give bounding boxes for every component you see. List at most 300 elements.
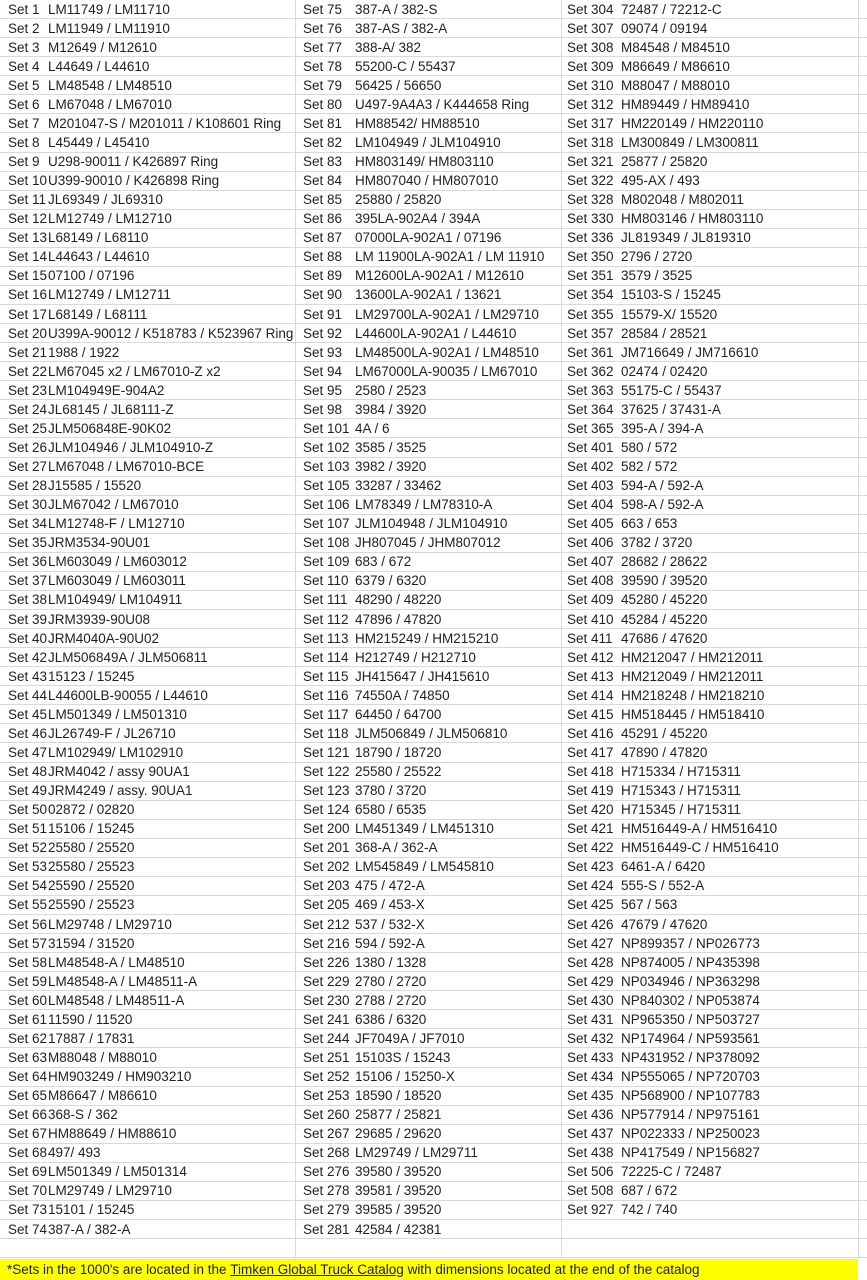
set-cell[interactable] [0,267,296,285]
set-cell[interactable] [0,686,296,704]
set-cell[interactable] [0,57,296,75]
set-cell[interactable] [562,0,867,18]
set-cell[interactable] [296,1106,562,1124]
set-label: Set 8 [8,134,40,150]
set-cell[interactable] [0,191,296,209]
set-cell[interactable] [296,667,562,685]
set-cell[interactable] [0,743,296,761]
set-part-numbers: LM48548 / LM48510 [48,77,172,93]
set-label: Set 417 [567,744,614,760]
set-cell[interactable] [562,515,867,533]
set-cell[interactable] [562,438,867,456]
set-cell[interactable] [296,629,562,647]
set-cell[interactable] [0,782,296,800]
set-cell[interactable] [0,553,296,571]
set-cell[interactable] [562,705,867,723]
set-cell[interactable] [0,839,296,857]
set-cell[interactable] [562,934,867,952]
set-cell[interactable] [296,324,562,342]
set-cell[interactable] [296,477,562,495]
set-cell[interactable] [0,172,296,190]
set-cell[interactable] [0,610,296,628]
set-cell[interactable] [0,324,296,342]
sheet-row [0,324,867,343]
set-cell[interactable] [562,820,867,838]
set-cell[interactable] [0,1029,296,1047]
set-cell[interactable] [296,19,562,37]
set-label: Set 404 [567,497,614,513]
set-cell[interactable] [562,1106,867,1124]
set-label: Set 36 [8,554,48,570]
set-part-numbers: 387-A / 382-A [48,1221,131,1237]
set-cell[interactable] [562,591,867,609]
set-label: Set 15 [8,268,48,284]
set-cell[interactable] [562,343,867,361]
set-part-numbers: M88047 / M88010 [621,77,730,93]
set-cell[interactable] [296,534,562,552]
set-part-numbers: 395LA-902A4 / 394A [355,211,481,227]
set-part-numbers: 6379 / 6320 [355,573,427,589]
set-cell[interactable] [296,610,562,628]
set-cell[interactable] [0,95,296,113]
set-label: Set 330 [567,211,614,227]
set-cell[interactable] [296,57,562,75]
set-cell[interactable] [562,362,867,380]
set-cell[interactable] [296,991,562,1009]
set-cell[interactable] [296,1125,562,1143]
set-cell[interactable] [296,877,562,895]
set-part-numbers: JLM506849A / JLM506811 [48,649,208,665]
set-cell[interactable] [296,1087,562,1105]
set-cell[interactable] [0,858,296,876]
set-label: Set 59 [8,973,48,989]
set-cell[interactable] [562,1239,867,1257]
set-cell[interactable] [562,229,867,247]
note-suffix: with dimensions located at the end of the catalog [403,1262,700,1277]
set-cell[interactable] [562,1220,867,1238]
set-cell[interactable] [296,133,562,151]
set-cell[interactable] [0,458,296,476]
set-cell[interactable] [296,38,562,56]
set-cell[interactable] [562,76,867,94]
sheet-row [0,877,867,896]
set-cell[interactable] [562,610,867,628]
set-cell[interactable] [296,1201,562,1219]
set-cell[interactable] [562,763,867,781]
set-cell[interactable] [562,667,867,685]
set-cell[interactable] [296,496,562,514]
set-label: Set 49 [8,783,48,799]
set-cell[interactable] [562,153,867,171]
set-cell[interactable] [0,915,296,933]
set-cell[interactable] [0,820,296,838]
set-part-numbers: LM12749 / LM12710 [48,211,172,227]
set-label: Set 37 [8,573,48,589]
set-cell[interactable] [0,972,296,990]
set-label: Set 405 [567,516,614,532]
set-cell[interactable] [0,229,296,247]
set-cell[interactable] [296,381,562,399]
set-cell[interactable] [0,19,296,37]
set-part-numbers: 15106 / 15250-X [355,1069,455,1085]
set-cell[interactable] [296,76,562,94]
set-part-numbers: 687 / 672 [621,1183,678,1199]
set-cell[interactable] [296,305,562,323]
set-cell[interactable] [296,953,562,971]
set-cell[interactable] [0,1068,296,1086]
set-part-numbers: M86647 / M86610 [48,1088,157,1104]
set-cell[interactable] [0,667,296,685]
set-part-numbers: M86649 / M86610 [621,58,730,74]
set-part-numbers: H715334 / H715311 [621,764,741,780]
set-cell[interactable] [0,801,296,819]
set-cell[interactable] [562,133,867,151]
set-cell[interactable] [0,1220,296,1238]
set-part-numbers: JRM4249 / assy. 90UA1 [48,783,193,799]
set-cell[interactable] [0,1048,296,1066]
set-cell[interactable] [296,1144,562,1162]
set-cell[interactable] [296,724,562,742]
set-cell[interactable] [562,896,867,914]
set-part-numbers: JLM104948 / JLM104910 [355,516,508,532]
set-cell[interactable] [296,1163,562,1181]
set-cell[interactable] [0,419,296,437]
set-part-numbers: 555-S / 552-A [621,878,705,894]
set-cell[interactable] [296,782,562,800]
set-cell[interactable] [296,648,562,666]
set-cell[interactable] [0,1239,296,1257]
set-cell[interactable] [562,419,867,437]
set-cell[interactable] [562,572,867,590]
set-part-numbers: 2780 / 2720 [355,973,427,989]
set-cell[interactable] [562,496,867,514]
set-cell[interactable] [296,362,562,380]
sheet-row [0,1201,867,1220]
set-cell[interactable] [296,553,562,571]
set-cell[interactable] [0,934,296,952]
set-cell[interactable] [296,763,562,781]
set-cell[interactable] [296,248,562,266]
set-cell[interactable] [562,686,867,704]
set-label: Set 11 [8,192,47,208]
set-cell[interactable] [562,248,867,266]
set-cell[interactable] [296,743,562,761]
set-cell[interactable] [0,1144,296,1162]
set-part-numbers: 598-A / 592-A [621,497,704,513]
set-label: Set 25 [8,420,48,436]
set-cell[interactable] [296,191,562,209]
set-cell[interactable] [562,991,867,1009]
set-cell[interactable] [562,400,867,418]
set-cell[interactable] [562,305,867,323]
set-label: Set 56 [8,916,48,932]
set-cell[interactable] [0,953,296,971]
set-label: Set 408 [567,573,614,589]
sheet-row [0,133,867,152]
set-label: Set 122 [303,764,350,780]
set-cell[interactable] [562,648,867,666]
set-label: Set 90 [303,287,343,303]
set-cell[interactable] [562,1144,867,1162]
highlighted-note-cell[interactable] [0,1259,858,1280]
set-part-numbers: U399A-90012 / K518783 / K523967 Ring [48,325,294,341]
set-label: Set 93 [303,344,343,360]
set-cell[interactable] [296,458,562,476]
set-part-numbers: 47679 / 47620 [621,916,708,932]
set-cell[interactable] [0,0,296,18]
set-cell[interactable] [0,724,296,742]
timken-catalog-link[interactable]: Timken Global Truck Catalog [230,1262,404,1277]
set-cell[interactable] [0,896,296,914]
set-label: Set 430 [567,992,614,1008]
set-cell[interactable] [562,324,867,342]
set-label: Set 414 [567,687,614,703]
set-label: Set 53 [8,859,48,875]
set-label: Set 28 [8,478,48,494]
set-label: Set 88 [303,249,343,265]
set-part-numbers: HM518445 / HM518410 [621,706,765,722]
set-cell[interactable] [0,286,296,304]
set-cell[interactable] [562,1182,867,1200]
sheet-row [0,953,867,972]
sheet-row [0,400,867,419]
set-cell[interactable] [296,572,562,590]
set-part-numbers: JL26749-F / JL26710 [48,725,176,741]
set-cell[interactable] [296,801,562,819]
set-cell[interactable] [296,591,562,609]
set-part-numbers: LM104949/ LM104911 [48,592,183,608]
set-cell[interactable] [562,629,867,647]
set-cell[interactable] [296,267,562,285]
set-cell[interactable] [296,1220,562,1238]
sheet-row [0,896,867,915]
set-cell[interactable] [0,400,296,418]
set-cell[interactable] [0,1182,296,1200]
set-cell[interactable] [0,763,296,781]
set-cell[interactable] [562,267,867,285]
set-part-numbers: L44649 / L44610 [48,58,150,74]
set-cell[interactable] [562,858,867,876]
set-cell[interactable] [0,534,296,552]
set-cell[interactable] [296,343,562,361]
set-cell[interactable] [562,210,867,228]
set-part-numbers: L44600LA-902A1 / L44610 [355,325,517,341]
set-cell[interactable] [0,133,296,151]
set-cell[interactable] [562,1125,867,1143]
set-cell[interactable] [0,153,296,171]
set-cell[interactable] [562,19,867,37]
set-cell[interactable] [562,114,867,132]
set-cell[interactable] [296,172,562,190]
set-cell[interactable] [562,1068,867,1086]
set-part-numbers: LM102949/ LM102910 [48,744,184,760]
set-cell[interactable] [296,1048,562,1066]
set-label: Set 114 [303,649,349,665]
set-part-numbers: JLM506848E-90K02 [48,420,172,436]
set-part-numbers: JRM4040A-90U02 [48,630,160,646]
sheet-row [0,381,867,400]
set-cell[interactable] [562,553,867,571]
set-cell[interactable] [0,114,296,132]
set-label: Set 425 [567,897,614,913]
set-cell[interactable] [296,972,562,990]
sheet-row [0,858,867,877]
set-cell[interactable] [562,915,867,933]
set-label: Set 61 [8,1011,48,1027]
set-cell[interactable] [296,229,562,247]
set-cell[interactable] [0,648,296,666]
set-label: Set 35 [8,535,48,551]
set-part-numbers: 18790 / 18720 [355,744,442,760]
set-label: Set 410 [567,611,614,627]
set-cell[interactable] [562,877,867,895]
set-cell[interactable] [0,1201,296,1219]
set-cell[interactable] [562,381,867,399]
set-label: Set 412 [567,649,614,665]
set-cell[interactable] [562,1048,867,1066]
set-cell[interactable] [562,458,867,476]
set-cell[interactable] [562,1201,867,1219]
set-cell[interactable] [296,95,562,113]
set-cell[interactable] [562,1010,867,1028]
set-cell[interactable] [562,724,867,742]
set-cell[interactable] [562,801,867,819]
set-cell[interactable] [296,0,562,18]
set-part-numbers: U399-90010 / K426898 Ring [48,173,220,189]
set-cell[interactable] [0,496,296,514]
set-cell[interactable] [562,782,867,800]
set-cell[interactable] [0,381,296,399]
set-cell[interactable] [296,153,562,171]
set-cell[interactable] [0,210,296,228]
set-label: Set 117 [303,706,349,722]
set-cell[interactable] [296,438,562,456]
sheet-row [0,553,867,572]
set-label: Set 76 [303,20,343,36]
set-cell[interactable] [0,477,296,495]
set-cell[interactable] [296,400,562,418]
set-cell[interactable] [562,172,867,190]
set-cell[interactable] [0,572,296,590]
set-cell[interactable] [296,515,562,533]
set-cell[interactable] [0,362,296,380]
set-cell[interactable] [562,1029,867,1047]
set-cell[interactable] [296,1182,562,1200]
set-part-numbers: 663 / 653 [621,516,678,532]
set-cell[interactable] [296,686,562,704]
set-part-numbers: LM29748 / LM29710 [48,916,172,932]
set-cell[interactable] [296,896,562,914]
set-cell[interactable] [0,877,296,895]
set-cell[interactable] [562,1163,867,1181]
set-cell[interactable] [0,705,296,723]
set-cell[interactable] [0,1010,296,1028]
set-part-numbers: 25877 / 25821 [355,1107,442,1123]
set-cell[interactable] [296,820,562,838]
set-part-numbers: 15103S / 15243 [355,1049,451,1065]
set-label: Set 363 [567,382,614,398]
set-cell[interactable] [296,286,562,304]
set-cell[interactable] [562,1087,867,1105]
set-cell[interactable] [296,858,562,876]
set-label: Set 364 [567,401,614,417]
set-cell[interactable] [562,286,867,304]
set-cell[interactable] [562,534,867,552]
set-cell[interactable] [562,972,867,990]
set-cell[interactable] [296,210,562,228]
set-label: Set 402 [567,459,614,475]
set-cell[interactable] [562,38,867,56]
set-cell[interactable] [296,839,562,857]
set-cell[interactable] [0,991,296,1009]
set-cell[interactable] [0,438,296,456]
set-part-numbers: M88048 / M88010 [48,1049,157,1065]
set-cell[interactable] [0,305,296,323]
set-label: Set 317 [567,115,614,131]
set-cell[interactable] [296,1068,562,1086]
set-cell[interactable] [296,915,562,933]
set-cell[interactable] [0,1163,296,1181]
set-cell[interactable] [296,419,562,437]
set-cell[interactable] [562,57,867,75]
set-cell[interactable] [562,743,867,761]
set-cell[interactable] [0,248,296,266]
set-label: Set 362 [567,363,614,379]
set-cell[interactable] [296,1239,562,1257]
set-label: Set 116 [303,687,349,703]
set-cell[interactable] [0,38,296,56]
set-cell[interactable] [0,1106,296,1124]
set-cell[interactable] [0,515,296,533]
set-part-numbers: 4A / 6 [355,420,390,436]
set-cell[interactable] [562,477,867,495]
sheet-row [0,534,867,553]
set-cell[interactable] [562,953,867,971]
set-cell[interactable] [296,1010,562,1028]
set-label: Set 60 [8,992,48,1008]
set-cell[interactable] [0,76,296,94]
set-cell[interactable] [0,629,296,647]
set-part-numbers: 2788 / 2720 [355,992,427,1008]
set-cell[interactable] [296,934,562,952]
set-cell[interactable] [0,1087,296,1105]
set-label: Set 927 [567,1202,614,1218]
set-cell[interactable] [296,1029,562,1047]
set-part-numbers: 33287 / 33462 [355,478,442,494]
set-cell[interactable] [0,1125,296,1143]
set-part-numbers: L68149 / L68110 [48,230,149,246]
sheet-row [0,438,867,457]
set-part-numbers: 07100 / 07196 [48,268,135,284]
set-cell[interactable] [562,95,867,113]
set-part-numbers: 18590 / 18520 [355,1088,442,1104]
set-label: Set 64 [8,1069,48,1085]
set-part-numbers: 368-S / 362 [48,1107,118,1123]
set-part-numbers: 45284 / 45220 [621,611,708,627]
set-label: Set 307 [567,20,614,36]
set-part-numbers: HM215249 / HM215210 [355,630,499,646]
set-part-numbers: JH415647 / JH415610 [355,668,490,684]
set-cell[interactable] [296,114,562,132]
sheet-row [0,782,867,801]
set-part-numbers: M12600LA-902A1 / M12610 [355,268,524,284]
set-cell[interactable] [0,591,296,609]
set-cell[interactable] [562,839,867,857]
set-cell[interactable] [296,705,562,723]
set-part-numbers: L44643 / L44610 [48,249,150,265]
set-cell[interactable] [0,343,296,361]
set-cell[interactable] [562,191,867,209]
